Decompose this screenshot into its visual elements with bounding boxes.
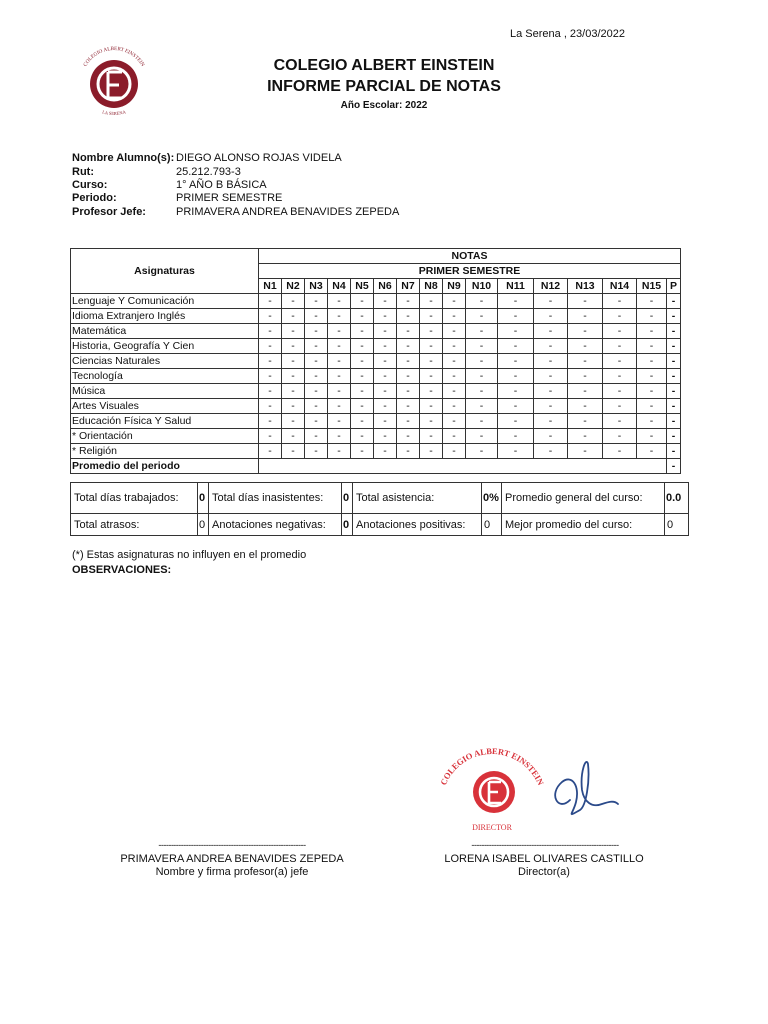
subjects-header: Asignaturas [71, 249, 259, 294]
grade-cell: - [443, 339, 466, 354]
info-value: DIEGO ALONSO ROJAS VIDELA [176, 152, 342, 164]
grade-cell: - [568, 429, 603, 444]
info-label: Nombre Alumno(s): [72, 152, 175, 164]
grade-cell: - [667, 339, 681, 354]
grade-cell: - [637, 414, 667, 429]
grade-cell: - [637, 324, 667, 339]
grade-cell: - [397, 354, 420, 369]
grade-cell: - [259, 399, 282, 414]
grade-cell: - [498, 399, 534, 414]
asistencia-label: Total asistencia: [353, 483, 482, 514]
teacher-name: PRIMAVERA ANDREA BENAVIDES ZEPEDA [120, 853, 344, 865]
grade-cell: - [328, 324, 351, 339]
info-value: 25.212.793-3 [176, 166, 241, 178]
grade-cell: - [667, 429, 681, 444]
column-header-n6: N6 [374, 279, 397, 294]
average-label: Promedio del periodo [71, 459, 259, 474]
table-row [71, 369, 681, 384]
grade-cell: - [351, 324, 374, 339]
grade-cell: - [397, 384, 420, 399]
grade-cell: - [534, 324, 568, 339]
promedio-general-value: 0.0 [665, 483, 689, 514]
average-row [71, 459, 681, 474]
grade-cell: - [603, 429, 637, 444]
grade-cell: - [466, 309, 498, 324]
grade-cell: - [351, 309, 374, 324]
grade-cell: - [498, 309, 534, 324]
grade-cell: - [351, 339, 374, 354]
grade-cell: - [282, 339, 305, 354]
grade-cell: - [637, 354, 667, 369]
subject-name: Lenguaje Y Comunicación [71, 294, 259, 309]
teacher-signature-line: ----------------------------------------------------------- [158, 840, 306, 850]
atrasos-value: 0 [198, 514, 209, 536]
grade-cell: - [534, 429, 568, 444]
grade-cell: - [534, 399, 568, 414]
grade-cell: - [603, 399, 637, 414]
grade-cell: - [637, 369, 667, 384]
grade-cell: - [351, 369, 374, 384]
grade-cell: - [397, 309, 420, 324]
grade-cell: - [443, 414, 466, 429]
subject-name: * Orientación [71, 429, 259, 444]
grade-cell: - [282, 369, 305, 384]
table-row [71, 324, 681, 339]
grade-cell: - [282, 294, 305, 309]
director-name: LORENA ISABEL OLIVARES CASTILLO [444, 853, 644, 865]
grade-cell: - [443, 294, 466, 309]
column-header-n5: N5 [351, 279, 374, 294]
grade-cell: - [667, 294, 681, 309]
grade-cell: - [667, 384, 681, 399]
asistencia-value: 0% [482, 483, 502, 514]
anotaciones-positivas-label: Anotaciones positivas: [353, 514, 482, 536]
summary-table [70, 482, 689, 536]
table-row [71, 399, 681, 414]
grade-cell: - [466, 354, 498, 369]
grade-cell: - [397, 429, 420, 444]
grade-cell: - [534, 309, 568, 324]
grade-cell: - [397, 399, 420, 414]
grade-cell: - [374, 399, 397, 414]
grade-cell: - [568, 354, 603, 369]
mejor-promedio-value: 0 [665, 514, 689, 536]
grade-cell: - [603, 309, 637, 324]
grade-cell: - [397, 294, 420, 309]
grade-cell: - [259, 324, 282, 339]
column-header-n4: N4 [328, 279, 351, 294]
grade-cell: - [498, 369, 534, 384]
grade-cell: - [420, 399, 443, 414]
grade-cell: - [466, 414, 498, 429]
dias-inasistentes-value: 0 [342, 483, 353, 514]
grade-cell: - [259, 309, 282, 324]
grade-cell: - [397, 444, 420, 459]
grade-cell: - [667, 414, 681, 429]
notas-header: NOTAS [259, 249, 681, 264]
column-header-n8: N8 [420, 279, 443, 294]
svg-text:LA SERENA: LA SERENA [101, 109, 127, 117]
subject-name: Ciencias Naturales [71, 354, 259, 369]
grade-cell: - [420, 294, 443, 309]
grade-cell: - [420, 309, 443, 324]
grade-cell: - [466, 444, 498, 459]
grade-cell: - [637, 339, 667, 354]
grade-cell: - [351, 384, 374, 399]
grade-cell: - [420, 414, 443, 429]
grade-cell: - [466, 429, 498, 444]
grade-cell: - [305, 429, 328, 444]
table-row [71, 429, 681, 444]
grade-cell: - [420, 429, 443, 444]
promedio-general-label: Promedio general del curso: [502, 483, 665, 514]
anotaciones-positivas-value: 0 [482, 514, 502, 536]
director-stamp [430, 742, 660, 837]
subject-name: Educación Física Y Salud [71, 414, 259, 429]
grade-cell: - [282, 309, 305, 324]
grade-cell: - [282, 444, 305, 459]
grade-cell: - [328, 354, 351, 369]
column-header-n10: N10 [466, 279, 498, 294]
grade-cell: - [498, 384, 534, 399]
grade-cell: - [443, 384, 466, 399]
info-label: Periodo: [72, 192, 117, 204]
column-header-p: P [667, 279, 681, 294]
grade-cell: - [305, 354, 328, 369]
average-empty [259, 459, 667, 474]
grade-cell: - [328, 429, 351, 444]
grade-cell: - [603, 384, 637, 399]
grade-cell: - [374, 414, 397, 429]
grade-cell: - [568, 369, 603, 384]
grade-cell: - [420, 324, 443, 339]
info-label: Curso: [72, 179, 108, 191]
column-header-n15: N15 [637, 279, 667, 294]
grade-cell: - [374, 324, 397, 339]
grade-cell: - [637, 399, 667, 414]
grade-cell: - [305, 324, 328, 339]
grade-cell: - [603, 324, 637, 339]
grade-cell: - [328, 369, 351, 384]
grade-cell: - [498, 294, 534, 309]
grade-cell: - [637, 429, 667, 444]
grade-cell: - [259, 414, 282, 429]
grade-cell: - [443, 324, 466, 339]
grade-cell: - [374, 354, 397, 369]
grade-cell: - [259, 384, 282, 399]
grade-cell: - [466, 399, 498, 414]
grade-cell: - [397, 339, 420, 354]
svg-text:COLEGIO ALBERT EINSTEIN: COLEGIO ALBERT EINSTEIN [438, 745, 546, 787]
grade-cell: - [351, 399, 374, 414]
grade-cell: - [374, 384, 397, 399]
grade-cell: - [374, 294, 397, 309]
grade-cell: - [498, 324, 534, 339]
grade-cell: - [534, 339, 568, 354]
svg-text:COLEGIO ALBERT EINSTEIN: COLEGIO ALBERT EINSTEIN [82, 45, 146, 68]
grade-cell: - [443, 429, 466, 444]
grade-cell: - [568, 339, 603, 354]
grade-cell: - [603, 414, 637, 429]
grade-cell: - [637, 384, 667, 399]
average-value: - [667, 459, 681, 474]
grade-cell: - [568, 309, 603, 324]
school-year: Año Escolar: 2022 [340, 100, 428, 111]
grade-cell: - [667, 309, 681, 324]
grade-cell: - [374, 429, 397, 444]
table-row [71, 339, 681, 354]
grade-cell: - [466, 369, 498, 384]
grade-cell: - [498, 339, 534, 354]
info-value: PRIMAVERA ANDREA BENAVIDES ZEPEDA [176, 206, 400, 218]
anotaciones-negativas-label: Anotaciones negativas: [209, 514, 342, 536]
column-header-n13: N13 [568, 279, 603, 294]
grade-cell: - [259, 369, 282, 384]
grade-cell: - [259, 339, 282, 354]
grade-cell: - [420, 384, 443, 399]
grade-cell: - [305, 399, 328, 414]
grade-cell: - [282, 414, 305, 429]
grade-cell: - [667, 399, 681, 414]
place-date: La Serena , 23/03/2022 [510, 28, 625, 40]
grade-cell: - [305, 294, 328, 309]
grade-cell: - [667, 324, 681, 339]
grade-cell: - [466, 294, 498, 309]
grade-cell: - [534, 354, 568, 369]
column-header-n3: N3 [305, 279, 328, 294]
grade-cell: - [637, 444, 667, 459]
subject-name: * Religión [71, 444, 259, 459]
grade-cell: - [443, 309, 466, 324]
grade-cell: - [328, 339, 351, 354]
grade-cell: - [374, 339, 397, 354]
grade-cell: - [305, 414, 328, 429]
grade-cell: - [305, 309, 328, 324]
grade-cell: - [637, 294, 667, 309]
grade-cell: - [667, 444, 681, 459]
grade-cell: - [603, 294, 637, 309]
director-signature-line: ----------------------------------------------------------- [471, 840, 619, 850]
grade-cell: - [603, 354, 637, 369]
grade-cell: - [282, 399, 305, 414]
grade-cell: - [568, 444, 603, 459]
subject-name: Tecnología [71, 369, 259, 384]
column-header-n7: N7 [397, 279, 420, 294]
grade-cell: - [259, 294, 282, 309]
anotaciones-negativas-value: 0 [342, 514, 353, 536]
grade-cell: - [603, 369, 637, 384]
dias-inasistentes-label: Total días inasistentes: [209, 483, 342, 514]
info-label: Profesor Jefe: [72, 206, 146, 218]
grade-cell: - [534, 444, 568, 459]
grade-cell: - [534, 369, 568, 384]
grade-cell: - [498, 429, 534, 444]
grade-cell: - [328, 399, 351, 414]
column-header-n1: N1 [259, 279, 282, 294]
grade-cell: - [667, 369, 681, 384]
grade-cell: - [466, 339, 498, 354]
grade-cell: - [637, 309, 667, 324]
footnote: (*) Estas asignaturas no influyen en el promedio [72, 549, 307, 561]
grade-cell: - [466, 324, 498, 339]
grade-cell: - [328, 384, 351, 399]
grades-table [70, 248, 681, 474]
grade-cell: - [397, 414, 420, 429]
grade-cell: - [328, 294, 351, 309]
grade-cell: - [603, 444, 637, 459]
grade-cell: - [282, 384, 305, 399]
mejor-promedio-label: Mejor promedio del curso: [502, 514, 665, 536]
grade-cell: - [443, 399, 466, 414]
grade-cell: - [443, 444, 466, 459]
observations-label: OBSERVACIONES: [72, 564, 172, 576]
grade-cell: - [305, 339, 328, 354]
column-header-n11: N11 [498, 279, 534, 294]
column-header-n12: N12 [534, 279, 568, 294]
grade-cell: - [328, 414, 351, 429]
grade-cell: - [374, 309, 397, 324]
grade-cell: - [534, 294, 568, 309]
grade-cell: - [498, 444, 534, 459]
grade-cell: - [498, 414, 534, 429]
info-value: PRIMER SEMESTRE [176, 192, 283, 204]
grade-cell: - [305, 369, 328, 384]
grade-cell: - [259, 354, 282, 369]
period-header: PRIMER SEMESTRE [259, 264, 681, 279]
table-row [71, 309, 681, 324]
grade-cell: - [667, 354, 681, 369]
column-header-n14: N14 [603, 279, 637, 294]
grade-cell: - [259, 444, 282, 459]
grade-cell: - [568, 324, 603, 339]
subject-name: Historia, Geografía Y Cien [71, 339, 259, 354]
grade-cell: - [397, 369, 420, 384]
grade-cell: - [374, 444, 397, 459]
subject-name: Música [71, 384, 259, 399]
table-row [71, 414, 681, 429]
stamp-role: DIRECTOR [472, 823, 512, 832]
info-value: 1° AÑO B BÁSICA [176, 179, 267, 191]
grade-cell: - [259, 429, 282, 444]
subject-name: Matemática [71, 324, 259, 339]
grade-cell: - [568, 414, 603, 429]
grade-cell: - [351, 414, 374, 429]
grade-cell: - [420, 369, 443, 384]
grade-cell: - [305, 384, 328, 399]
grade-cell: - [351, 354, 374, 369]
grade-cell: - [420, 444, 443, 459]
grade-cell: - [351, 294, 374, 309]
teacher-role: Nombre y firma profesor(a) jefe [155, 866, 309, 878]
grade-cell: - [351, 444, 374, 459]
director-role: Director(a) [518, 866, 570, 878]
director-signature [555, 762, 618, 814]
grade-cell: - [351, 429, 374, 444]
grade-cell: - [466, 384, 498, 399]
table-row [71, 354, 681, 369]
grade-cell: - [568, 294, 603, 309]
grade-cell: - [534, 414, 568, 429]
school-name: COLEGIO ALBERT EINSTEIN [273, 57, 495, 74]
grade-cell: - [282, 429, 305, 444]
grade-cell: - [534, 384, 568, 399]
grade-cell: - [282, 324, 305, 339]
grade-cell: - [443, 354, 466, 369]
column-header-n2: N2 [282, 279, 305, 294]
grade-cell: - [305, 444, 328, 459]
grade-cell: - [420, 339, 443, 354]
grade-cell: - [443, 369, 466, 384]
grade-cell: - [374, 369, 397, 384]
grade-cell: - [568, 399, 603, 414]
grade-cell: - [328, 309, 351, 324]
info-label: Rut: [72, 166, 94, 178]
subject-name: Idioma Extranjero Inglés [71, 309, 259, 324]
subject-name: Artes Visuales [71, 399, 259, 414]
report-title: INFORME PARCIAL DE NOTAS [267, 78, 501, 95]
table-row [71, 444, 681, 459]
table-row [71, 384, 681, 399]
grade-cell: - [328, 444, 351, 459]
grade-cell: - [282, 354, 305, 369]
dias-trabajados-label: Total días trabajados: [71, 483, 198, 514]
column-header-n9: N9 [443, 279, 466, 294]
grade-cell: - [498, 354, 534, 369]
grade-cell: - [420, 354, 443, 369]
grade-cell: - [397, 324, 420, 339]
grade-cell: - [568, 384, 603, 399]
grade-cell: - [603, 339, 637, 354]
table-row [71, 294, 681, 309]
dias-trabajados-value: 0 [198, 483, 209, 514]
atrasos-label: Total atrasos: [71, 514, 198, 536]
